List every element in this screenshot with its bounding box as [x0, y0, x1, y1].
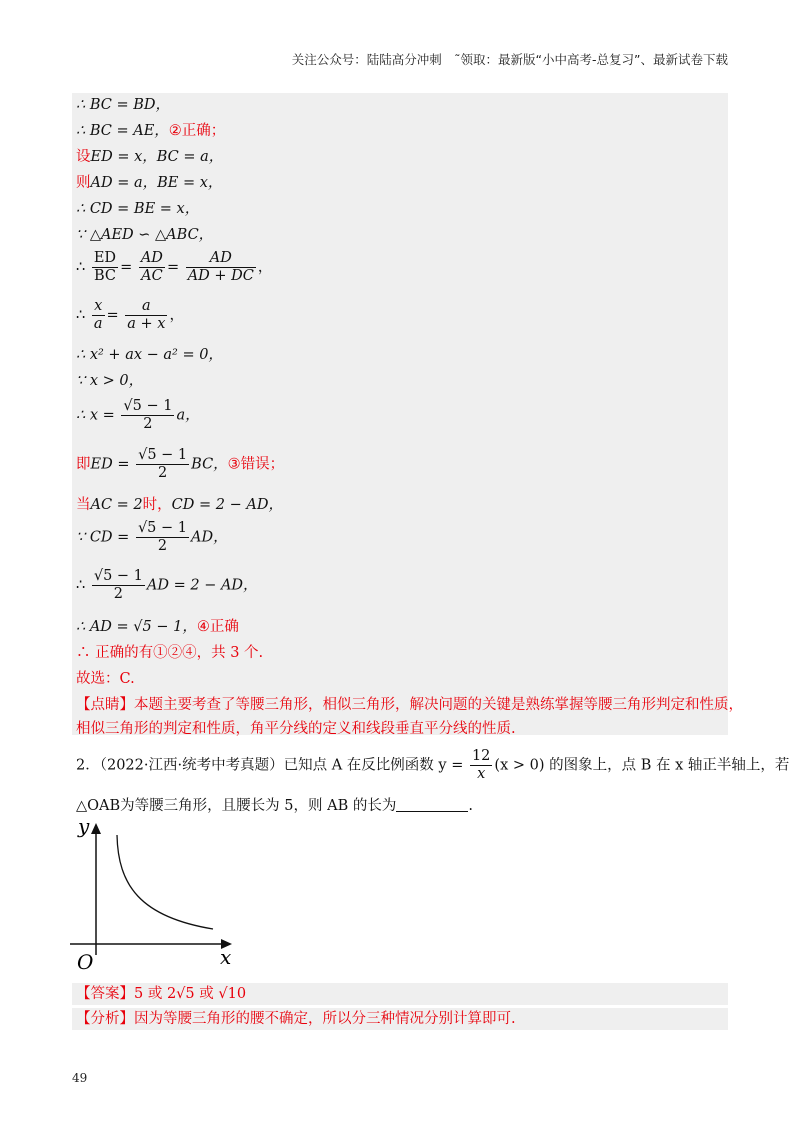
origin-label: O [77, 950, 94, 974]
page-number: 49 [72, 1071, 88, 1085]
solution-line-13: 当AC = 2时，CD = 2 − AD， [76, 497, 283, 513]
solution-line-1: ∴ BC = BD， [76, 97, 171, 113]
solution-line-15: ∴ $\frac{√5 - 1}{2}$ AD = 2 − AD， [76, 568, 258, 602]
page-header: 关注公众号：陆陆高分冲刺 ˜领取：最新版“小中高考-总复习”、最新试卷下载 [291, 52, 728, 67]
solution-line-5: ∴ CD = BE = x， [76, 201, 200, 217]
x-axis-label: x [220, 945, 232, 969]
key-point-line-2: 相似三角形的判定和性质，角平分线的定义和线段垂直平分线的性质. [76, 721, 516, 737]
solution-line-18: 故选：C. [76, 671, 135, 687]
solution-line-4: 则AD = a，BE = x， [76, 175, 223, 191]
question-line-1: 2．（2022·江西·统考中考真题）已知点 A 在反比例函数 y = $\frac{12}{x}$ (x > 0) 的图象上，点 B 在 x 轴正半轴上，若 [76, 748, 790, 782]
solution-line-7: ∴ $\frac{ED}{BC}$ = $\frac{AD}{AC}$ = $\frac{AD}{AD + DC}$ ， [76, 250, 273, 284]
analysis-line: 【分析】因为等腰三角形的腰不确定，所以分三种情况分别计算即可. [76, 1011, 516, 1027]
solution-line-10: ∵ x > 0， [76, 373, 144, 389]
solution-line-2: ∴ BC = AE，②正确； [76, 123, 226, 139]
solution-line-9: ∴ x² + ax − a² = 0， [76, 347, 223, 363]
solution-line-8: ∴ $\frac{x}{a}$ = $\frac{a}{a + x}$ ， [76, 298, 184, 332]
solution-line-14: ∵ CD = $\frac{√5 - 1}{2}$ AD， [76, 520, 228, 554]
solution-line-11: ∴ x = $\frac{√5 - 1}{2}$ a， [76, 398, 200, 432]
y-axis-label: y [78, 815, 90, 838]
question-line-2: △OAB为等腰三角形，且腰长为 5，则 AB 的长为 . [76, 798, 473, 814]
solution-line-12: 即ED = $\frac{√5 - 1}{2}$ BC，③错误； [76, 447, 285, 481]
function-graph [70, 815, 250, 975]
solution-line-3: 设ED = x，BC = a， [76, 149, 224, 165]
key-point-line-1: 【点睛】本题主要考查了等腰三角形，相似三角形，解决问题的关键是熟练掌握等腰三角形判定和性质， [76, 697, 743, 713]
answer-blank [396, 797, 468, 812]
solution-line-17: ∴ 正确的有①②④，共 3 个. [76, 645, 264, 661]
solution-line-6: ∵ △AED ∽ △ABC， [76, 227, 214, 243]
y-axis-arrow [91, 823, 101, 834]
hyperbola-curve [117, 835, 213, 929]
solution-line-16: ∴ AD = √5 − 1，④正确 [76, 619, 239, 635]
answer-line: 【答案】5 或 2√5 或 √10 [76, 986, 247, 1002]
